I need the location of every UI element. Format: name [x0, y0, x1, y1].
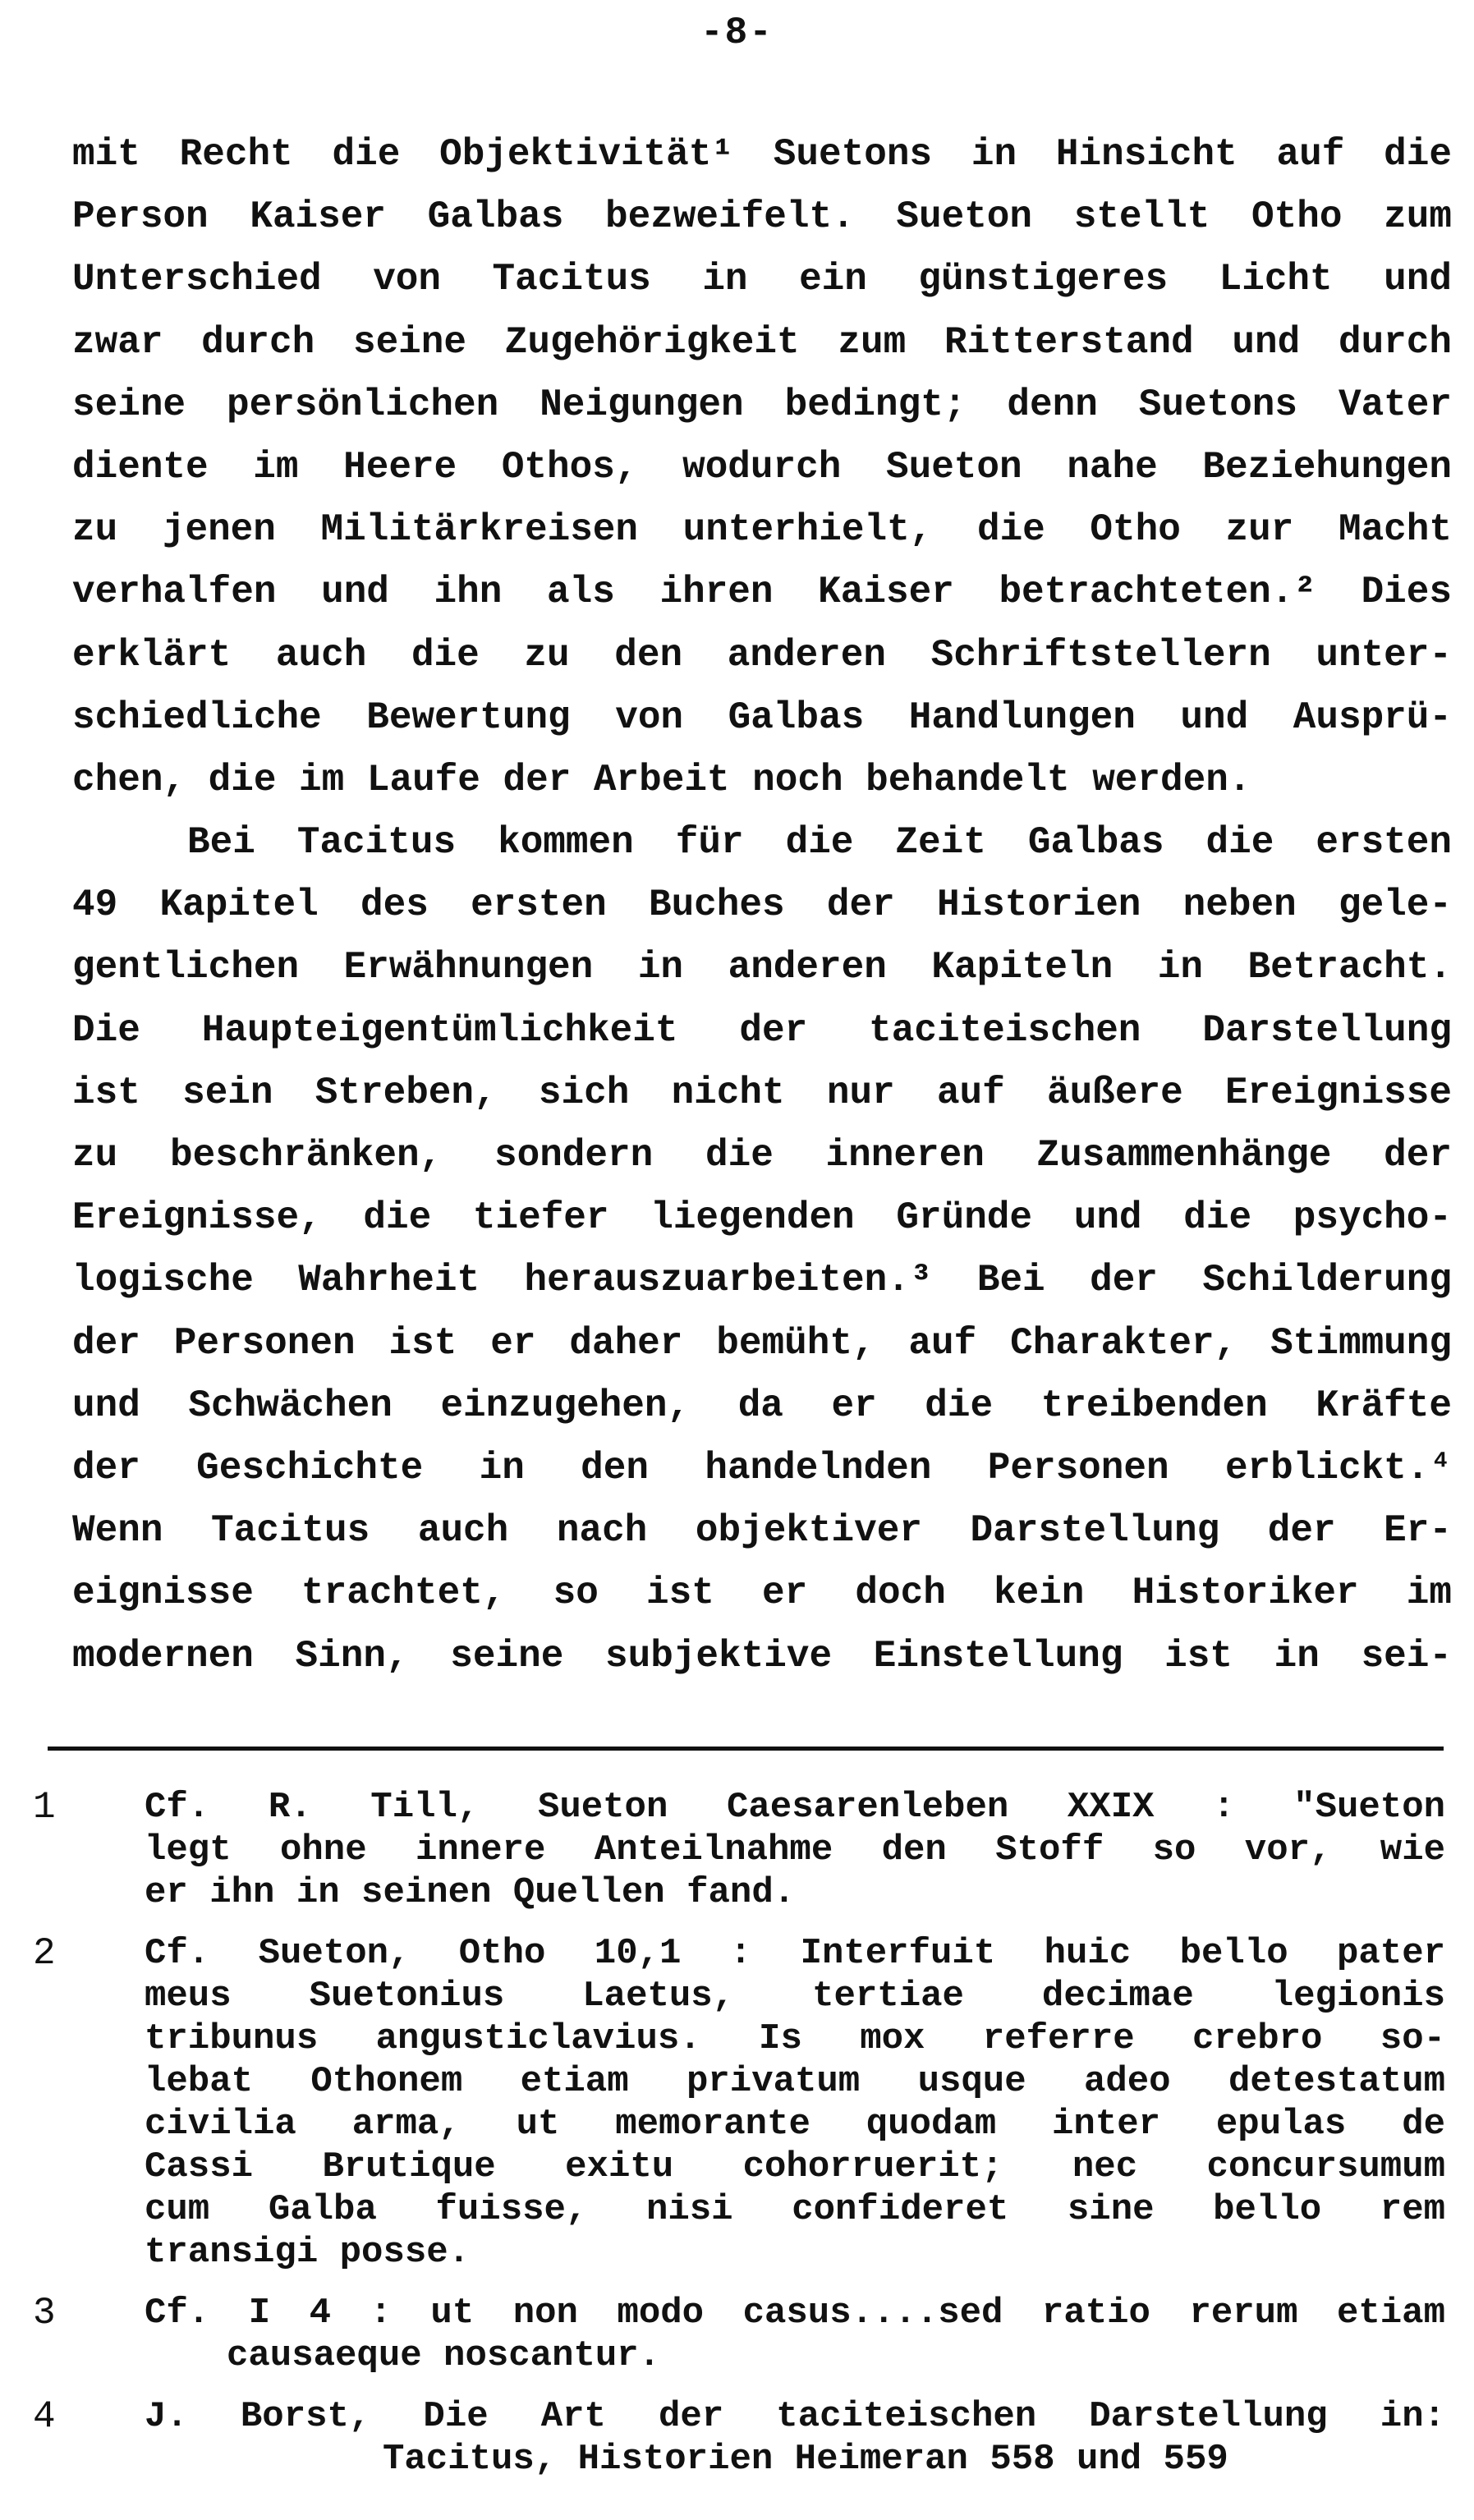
footnote-line: Cf. Sueton, Otho 10,1 : Interfuit huic bello pater — [145, 1933, 1445, 1974]
footnotes — [33, 1786, 1445, 2499]
footnote-line: er ihn in seinen Quellen fand. — [145, 1872, 796, 1913]
body-line: ist sein Streben, sich nicht nur auf äußere Ereignisse — [72, 1071, 1452, 1114]
footnote-line: Tacitus, Historien Heimeran 558 und 559 — [383, 2439, 1228, 2480]
body-line: Person Kaiser Galbas bezweifelt. Sueton stellt Otho zum — [72, 195, 1452, 239]
body-line: der Geschichte in den handelnden Personen erblickt.⁴ — [72, 1446, 1452, 1490]
body-line: schiedliche Bewertung von Galbas Handlungen und Ausprü- — [72, 695, 1452, 739]
footnote-line: legt ohne innere Anteilnahme den Stoff so vor, wie — [145, 1829, 1445, 1870]
footnote-3 — [33, 2292, 1445, 2377]
footnote-line: tribunus angusticlavius. Is mox referre crebro so- — [145, 2018, 1445, 2059]
body-line: mit Recht die Objektivität¹ Suetons in Hinsicht auf die — [72, 133, 1452, 176]
footnote-line: cum Galba fuisse, nisi confideret sine bello rem — [145, 2189, 1445, 2230]
footnote-number: 4 — [33, 2395, 56, 2438]
body-line: diente im Heere Othos, wodurch Sueton nahe Beziehungen — [72, 445, 1452, 489]
footnote-line: meus Suetonius Laetus, tertiae decimae legionis — [145, 1976, 1445, 2017]
body-line: chen, die im Laufe der Arbeit noch behandelt werden. — [72, 758, 1251, 801]
body-line: 49 Kapitel des ersten Buches der Historien neben gele- — [72, 884, 1452, 927]
footnote-number: 3 — [33, 2292, 56, 2334]
footnote-line: Cf. I 4 : ut non modo casus....sed ratio rerum etiam — [145, 2293, 1445, 2334]
body-line: Ereignisse, die tiefer liegenden Gründe und die psycho- — [72, 1196, 1452, 1240]
footnote-number: 1 — [33, 1786, 56, 1829]
footnote-line: Cassi Brutique exitu cohorruerit; nec concursumum — [145, 2146, 1445, 2187]
body-line: gentlichen Erwähnungen in anderen Kapiteln in Betracht. — [72, 946, 1452, 989]
body-line: zu beschränken, sondern die inneren Zusammenhänge der — [72, 1134, 1452, 1177]
footnote-line: causaeque noscantur. — [227, 2335, 661, 2376]
body-line: seine persönlichen Neigungen bedingt; denn Suetons Vater — [72, 383, 1452, 426]
footnote-line: J. Borst, Die Art der taciteischen Darstellung in: — [145, 2396, 1445, 2437]
body-line: modernen Sinn, seine subjektive Einstellung ist in sei- — [72, 1634, 1452, 1678]
footnote-line: transigi posse. — [145, 2232, 471, 2273]
footnote-line: civilia arma, ut memorante quodam inter epulas de — [145, 2104, 1445, 2145]
body-line: Die Haupteigentümlichkeit der taciteischen Darstellung — [72, 1008, 1452, 1052]
footnote-line: Cf. R. Till, Sueton Caesarenleben XXIX : "Sueton — [145, 1787, 1445, 1828]
footnote-2 — [33, 1932, 1445, 2274]
page-number: -8- — [700, 11, 774, 54]
body-line: der Personen ist er daher bemüht, auf Charakter, Stimmung — [72, 1321, 1452, 1365]
body-text — [72, 123, 1452, 1687]
footnote-divider — [48, 1747, 1444, 1751]
footnote-1 — [33, 1786, 1445, 1914]
body-line: Unterschied von Tacitus in ein günstigeres Licht und — [72, 258, 1452, 301]
body-line: erklärt auch die zu den anderen Schriftstellern unter- — [72, 633, 1452, 677]
body-line: logische Wahrheit herauszuarbeiten.³ Bei der Schilderung — [72, 1259, 1452, 1302]
body-line: und Schwächen einzugehen, da er die treibenden Kräfte — [72, 1384, 1452, 1427]
body-line: Wenn Tacitus auch nach objektiver Darstellung der Er- — [72, 1509, 1452, 1553]
footnote-line: lebat Othonem etiam privatum usque adeo detestatum — [145, 2061, 1445, 2102]
footnote-4 — [33, 2395, 1445, 2481]
footnote-number: 2 — [33, 1932, 56, 1975]
body-line: eignisse trachtet, so ist er doch kein Historiker im — [72, 1572, 1452, 1615]
body-line: verhalfen und ihn als ihren Kaiser betrachteten.² Dies — [72, 571, 1452, 614]
body-line: zu jenen Militärkreisen unterhielt, die Otho zur Macht — [72, 508, 1452, 552]
body-line: zwar durch seine Zugehörigkeit zum Ritterstand und durch — [72, 320, 1452, 364]
body-line: Bei Tacitus kommen für die Zeit Galbas die ersten — [187, 821, 1452, 865]
